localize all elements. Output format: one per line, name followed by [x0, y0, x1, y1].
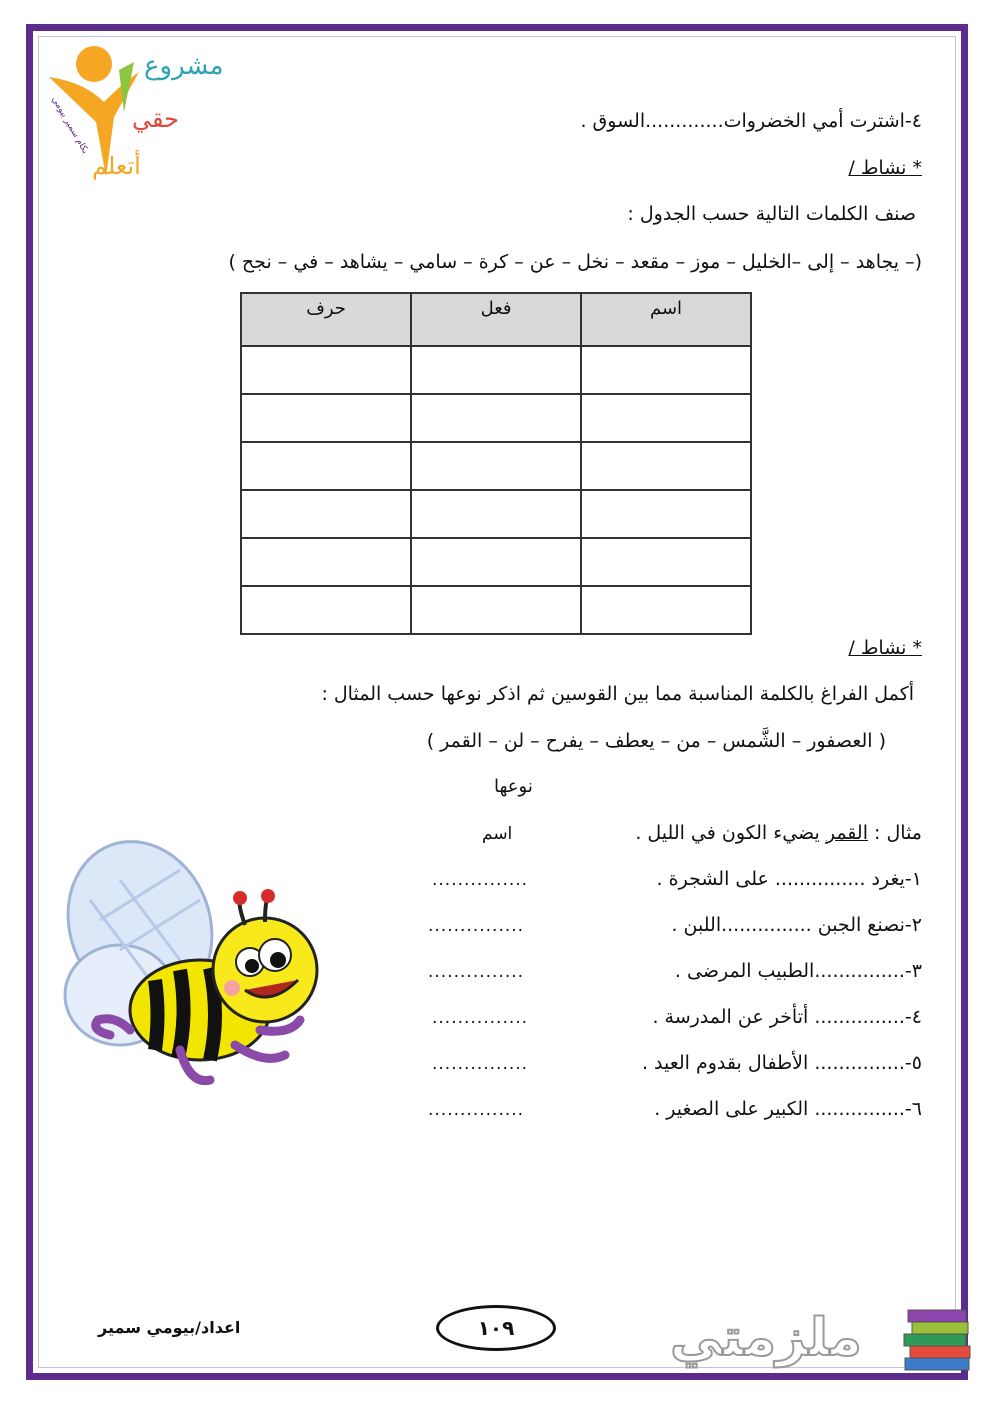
answer-blank-2[interactable]: ............... [428, 916, 525, 936]
watermark-logo [660, 1300, 980, 1380]
example-line [635, 822, 922, 844]
table-cell[interactable] [411, 586, 581, 634]
answer-blank-5[interactable]: ............... [432, 1054, 529, 1074]
type-column-header: نوعها [494, 776, 533, 797]
table-row [241, 490, 751, 538]
table-cell[interactable] [581, 538, 751, 586]
table-cell[interactable] [411, 538, 581, 586]
author-credit: اعداد/بيومي سمير [98, 1318, 241, 1337]
table-cell[interactable] [411, 442, 581, 490]
top-sentence: ٤-اشترت أمي الخضروات.............السوق . [580, 110, 922, 132]
exercise-item-6: ٦-............... الكبير على الصغير . [654, 1098, 922, 1120]
activity1-instruction: صنف الكلمات التالية حسب الجدول : [627, 203, 916, 225]
answer-blank-4[interactable]: ............... [432, 1008, 529, 1028]
table-cell[interactable] [581, 490, 751, 538]
example-rest: يضيء الكون في الليل . [635, 822, 826, 844]
exercise-item-3: ٣-...............الطبيب المرضى . [674, 960, 922, 982]
logo-arc-text: بكام سمير بيومي [49, 95, 91, 156]
activity2-heading: * نشاط / [848, 637, 922, 659]
project-logo [44, 42, 224, 192]
table-cell[interactable] [241, 538, 411, 586]
logo-line2: حقي [132, 105, 179, 133]
activity2-choices: ( العصفور – الشَّمس – من – يعطف – يفرح – لن – القمر ) [426, 730, 886, 752]
logo-head-shape [76, 46, 112, 82]
table-cell[interactable] [581, 346, 751, 394]
exercise-item-4: ٤-............... أتأخر عن المدرسة . [652, 1006, 922, 1028]
table-cell[interactable] [581, 442, 751, 490]
table-row [241, 346, 751, 394]
table-row [241, 586, 751, 634]
bee-illustration [60, 830, 330, 1090]
example-word: القمر [825, 822, 868, 844]
table-cell[interactable] [411, 346, 581, 394]
table-cell[interactable] [581, 394, 751, 442]
activity1-heading: * نشاط / [848, 157, 922, 179]
answer-blank-1[interactable]: ............... [432, 870, 529, 890]
table-cell[interactable] [241, 346, 411, 394]
books-icon [904, 1310, 970, 1370]
table-cell[interactable] [581, 586, 751, 634]
table-row [241, 394, 751, 442]
answer-blank-3[interactable]: ............... [428, 962, 525, 982]
table-cell[interactable] [411, 490, 581, 538]
table-row [241, 442, 751, 490]
table-cell[interactable] [241, 394, 411, 442]
classification-table [240, 292, 752, 635]
table-row [241, 538, 751, 586]
activity1-words: (– يجاهد – إلى –الخليل – موز – مقعد – نخل – عن – كرة – سامي – يشاهد – في – نجح ) [228, 251, 922, 273]
exercise-item-2: ٢-نصنع الجبن ...............اللبن . [671, 914, 922, 936]
table-cell[interactable] [241, 490, 411, 538]
table-cell[interactable] [411, 394, 581, 442]
example-prefix: مثال : [868, 822, 922, 844]
table-cell[interactable] [241, 442, 411, 490]
table-header-row [241, 293, 751, 346]
example-type: اسم [482, 824, 513, 844]
logo-line1: مشروع [144, 51, 224, 81]
activity2-instruction: أكمل الفراغ بالكلمة المناسبة مما بين القوسين ثم اذكر نوعها حسب المثال : [321, 683, 914, 705]
header-particle: حرف [241, 293, 411, 346]
header-verb: فعل [411, 293, 581, 346]
page-number: ١٠٩ [436, 1305, 556, 1351]
logo-line3: أتعلم [92, 152, 141, 180]
table-cell[interactable] [241, 586, 411, 634]
header-noun: اسم [581, 293, 751, 346]
exercise-item-5: ٥-............... الأطفال بقدوم العيد . [641, 1052, 922, 1074]
answer-blank-6[interactable]: ............... [428, 1100, 525, 1120]
exercise-item-1: ١-يغرد ............... على الشجرة . [656, 868, 922, 890]
watermark-text: ملزمتي [670, 1308, 862, 1368]
